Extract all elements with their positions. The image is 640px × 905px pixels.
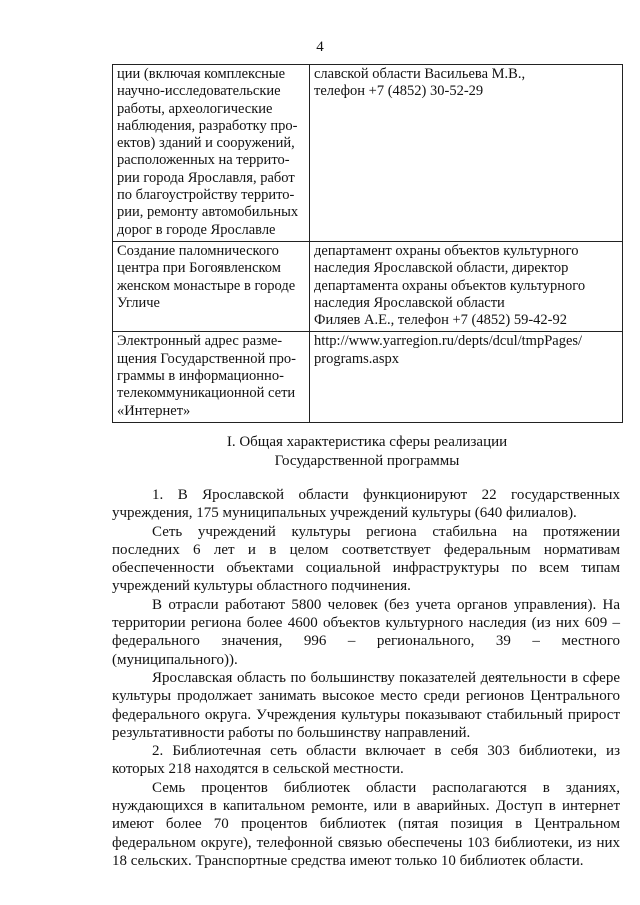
table-cell-activity: ции (включая комплексные научно-исследовательские работы, археологические наблюдения, разработку про- ектов) зданий и сооружений, расположенных на террито- рии города Ярославля, работ по благоустройству террито- рии, ремонту автомобильных дорог в городе Ярославле (113, 65, 310, 242)
section-title (112, 433, 622, 471)
section-title-line: Государственной программы (274, 453, 460, 469)
table-cell-activity: Создание паломнического центра при Богоявленском женском монастыре в городе Угличе (113, 241, 310, 331)
page-number: 4 (316, 39, 324, 55)
paragraph: Ярославская область по большинству показателей деятельности в сфере культуры продолжает занимать высокое место среди регионов Центрального федерального округа. Учреждения культуры показывают стабильный прирост результативности работы по большинству направлений. (112, 669, 620, 741)
program-url-link[interactable]: http://www.yarregion.ru/depts/dcul/tmpPages/ programs.aspx (310, 332, 623, 422)
paragraph: 2. Библиотечная сеть области включает в себя 303 библиотеки, из которых 218 находятся в сельской местности. (112, 743, 620, 778)
table-row (113, 241, 623, 331)
paragraph: Семь процентов библиотек области располагаются в зданиях, нуждающихся в капитальном ремонте, или в аварийных. Доступ в интернет имеют более 70 процентов библиотек (пятая позиция в Центральном федеральном округе), телефонной связью обеспечены 103 библиотеки, из них 18 сельских. Транспортные средства имеют только 10 библиотек области. (112, 779, 620, 869)
table-cell-label: Электронный адрес разме- щения Государственной про- граммы в информационно- телекоммуникационной сети «Интернет» (113, 332, 310, 422)
table-row (113, 65, 623, 242)
table-cell-responsible: департамент охраны объектов культурного наследия Ярославской области, директор департамента охраны объектов культурного наследия Ярославской области Филяев А.Е., телефон +7 (4852) 59-42-92 (310, 241, 623, 331)
table-cell-responsible: славской области Васильева М.В., телефон +7 (4852) 30-52-29 (310, 65, 623, 242)
paragraph: Сеть учреждений культуры региона стабильна на протяжении последних 6 лет и в целом соответствует федеральным нормативам обеспеченности объектами социальной инфраструктуры по всем типам учреждений культуры областного подчинения. (112, 523, 620, 595)
body-text (112, 486, 620, 870)
program-info-table (112, 64, 623, 423)
section-title-line: I. Общая характеристика сферы реализации (226, 434, 508, 450)
paragraph: В отрасли работают 5800 человек (без учета органов управления). На территории региона более 4600 объектов культурного наследия (из них 609 – федерального значения, 996 – регионального, 39 – местного (муниципального)). (112, 596, 620, 668)
table-row (113, 332, 623, 422)
paragraph: 1. В Ярославской области функционируют 22 государственных учреждения, 175 муниципальных учреждений культуры (640 филиалов). (112, 487, 620, 522)
